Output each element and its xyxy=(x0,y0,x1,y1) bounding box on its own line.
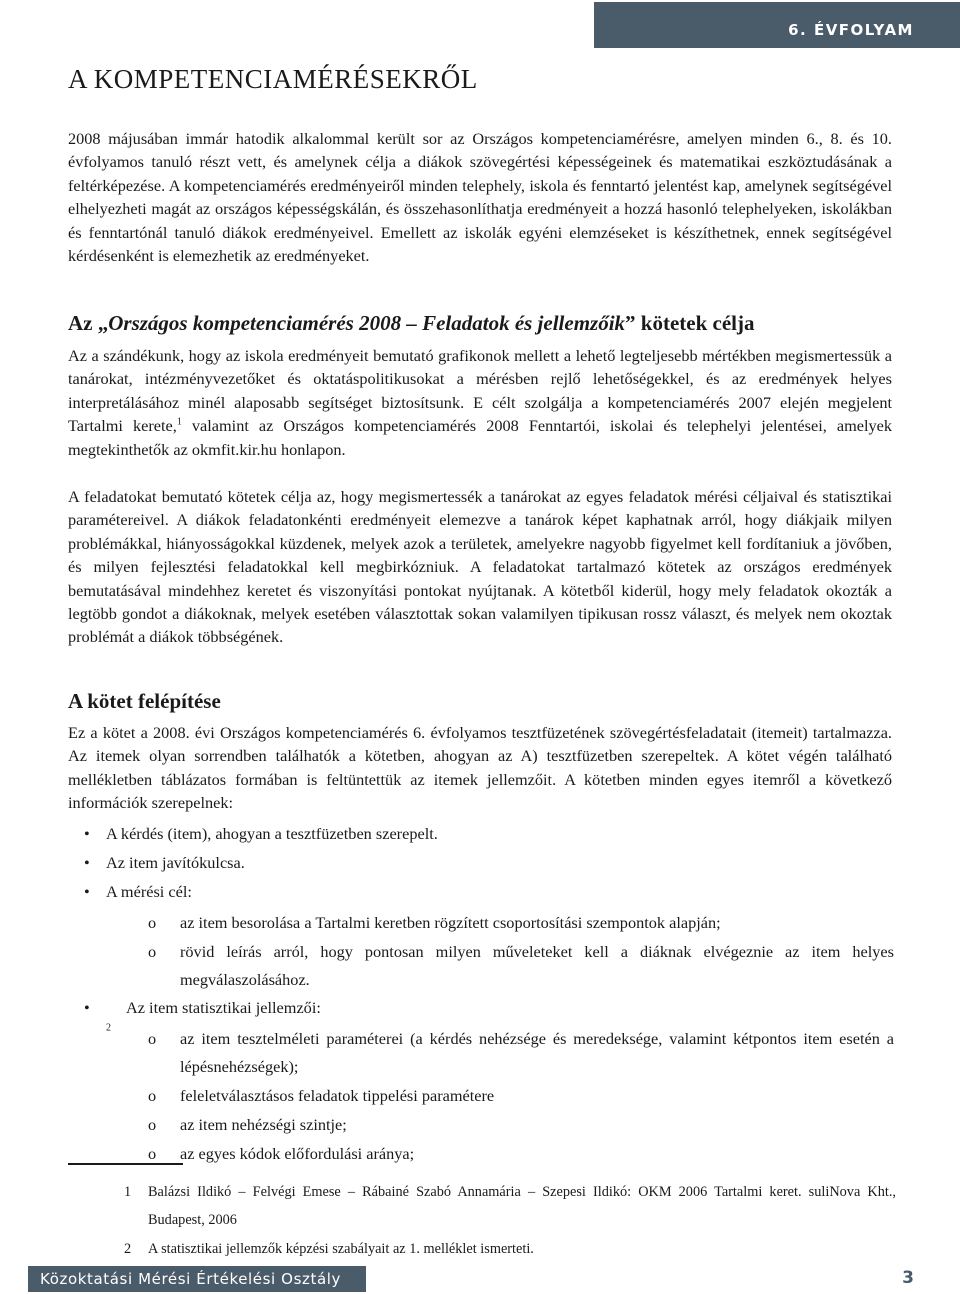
sub-list-item xyxy=(148,1082,894,1110)
list-item-text: • A mérési cél: xyxy=(106,882,192,901)
sub-bullet-marker: o xyxy=(148,942,157,961)
heading-prefix: Az „ xyxy=(68,311,109,335)
footer-org: Közoktatási Mérési Értékelési Osztály xyxy=(40,1270,341,1288)
list-item xyxy=(86,880,894,904)
purpose-text-a: Az a szándékunk, hogy az iskola eredményeit bemutató grafikonok mellett a lehető legteljesebb mértékben megismertessük a tanárokat, intézményvezetőket és oktatáspolitikusokat a mérésben rejlő lehetőségekkel, és az eredmények helyes interpretálásához minél alaposabb segítséget biztosítsunk. E célt szolgálja a kompetenciamérés 2007 elején megjelent Tartalmi kerete, xyxy=(68,346,892,436)
list-item xyxy=(86,822,894,846)
footnote xyxy=(124,1235,896,1263)
sub-bullet-marker: o xyxy=(148,1086,157,1105)
sub-list-item-text: az item nehézségi szintje; xyxy=(180,1115,347,1134)
sub-list-item xyxy=(148,909,894,937)
sub-list-item xyxy=(148,1111,894,1139)
footnote-number: 2 xyxy=(124,1241,132,1257)
sub-list-item-text: feleletválasztásos feladatok tippelési paramétere xyxy=(180,1086,495,1105)
sub-bullet-marker: o xyxy=(148,1144,157,1163)
sub-bullet-marker: o xyxy=(148,913,157,932)
footnote-number: 1 xyxy=(124,1184,132,1200)
sub-list-item-text: az item tesztelméleti paraméterei (a kérdés nehézsége és meredeksége, valamint kétpontos item esetén a lépésnehézségek); xyxy=(180,1029,894,1076)
grade-tab xyxy=(594,2,960,48)
footnote-text: A statisztikai jellemzők képzési szabályait az 1. melléklet ismerteti. xyxy=(148,1241,534,1257)
page-number: 3 xyxy=(902,1268,914,1288)
section-heading-purpose xyxy=(68,309,755,337)
sub-bullet-marker: o xyxy=(148,1115,157,1134)
sub-list-item-text: az egyes kódok előfordulási aránya; xyxy=(180,1144,415,1163)
footnote-divider xyxy=(68,1163,183,1165)
footnote-ref-1: 1 xyxy=(176,416,182,428)
footnote-text: Balázsi Ildikó – Felvégi Emese – Rábainé Szabó Annamária – Szepesi Ildikó: OKM 2006 Tartalmi keret. suliNova Kht., Budapest, 2006 xyxy=(148,1184,896,1228)
purpose-text-b: valamint az Országos kompetenciamérés 2008 Fenntartói, iskolai és telephelyi jelentései, amelyek megtekinthetők az okmfit.kir.hu honlapon. xyxy=(68,416,892,459)
heading-suffix: ” kötetek célja xyxy=(625,311,755,335)
purpose-paragraph-1 xyxy=(68,344,892,461)
section-heading-structure: A kötet felépítése xyxy=(68,689,221,713)
structure-paragraph: Ez a kötet a 2008. évi Országos kompetenciamérés 6. évfolyamos tesztfüzetének szövegértésfeladatait (itemeit) tartalmazza. Az itemek olyan sorrendben találhatók a kötetben, ahogyan az A) tesztfüzetben szerepeltek. A kötet végén található mellékletben táblázatos formában is feltüntettük az itemek jellemzőit. A kötetben minden egyes itemről a következő információk szerepelnek: xyxy=(68,723,892,813)
footnote-ref-2: 2 xyxy=(106,1022,111,1034)
sub-list-item xyxy=(148,938,894,993)
sub-bullet-marker: o xyxy=(148,1029,157,1048)
page-title: A KOMPETENCIAMÉRÉSEKRŐL xyxy=(68,64,478,94)
sub-list-item xyxy=(148,1025,894,1080)
list-item-text: • A kérdés (item), ahogyan a tesztfüzetben szerepelt. xyxy=(106,824,438,843)
purpose-paragraph-2: A feladatokat bemutató kötetek célja az, hogy megismertessék a tanárokat az egyes feladatok mérési céljaival és statisztikai paramétereivel. A diákok feladatonkénti eredményeit elemezve a tanárok képet kaphatnak arról, hogy diákjaik milyen problémákkal, hiányosságokkal küzdenek, melyek azok a területek, amelyekre nagyobb figyelmet kell fordítaniuk a jövőben, és milyen fejlesztési feladatokkal kell megbirkózniuk. A feladatokat tartalmazó kötetek az országos eredmények bemutatásával mindehhez keretet és viszonyítási pontokat nyújtanak. A kötetből kiderül, hogy mely feladatok okozták a legtöbb gondot a diákoknak, melyek esetében választottak sokan valamilyen tipikusan rossz választ, és melyek nem okoztak problémát a diákok többségének. xyxy=(68,487,892,647)
list-item xyxy=(86,851,894,875)
sub-list-item-text: rövid leírás arról, hogy pontosan milyen műveleteket kell a diáknak elvégeznie az item helyes megválaszolásához. xyxy=(180,942,894,989)
footer-org-bar xyxy=(28,1266,366,1292)
list-item-text: • Az item javítókulcsa. xyxy=(106,853,245,872)
heading-italic-title: Országos kompetenciamérés 2008 – Feladatok és jellemzőik xyxy=(108,311,626,335)
grade-label: 6. ÉVFOLYAM xyxy=(788,21,914,39)
list-item-label: • Az item statisztikai jellemzői: xyxy=(126,998,321,1017)
footnote xyxy=(124,1178,896,1234)
intro-paragraph: 2008 májusában immár hatodik alkalommal került sor az Országos kompetenciamérésre, amelyen minden 6., 8. és 10. évfolyamos tanuló részt vett, és amelynek célja a diákok szövegértési képességeinek és matematikai eszköztudásának a feltérképezése. A kompetenciamérés eredményeiről minden telephely, iskola és fenntartó jelentést kap, amelynek segítségével elhelyezheti magát az országos képességskálán, és összehasonlíthatja eredményeit a hozzá hasonló telephelyeken, iskolákban és fenntartónál tanuló diákok eredményeivel. Emellett az iskolák egyéni elemzéseket is készíthetnek, ennek segítségével kérdésenként is elemezhetik az eredményeket. xyxy=(68,129,892,266)
sub-list-item xyxy=(148,1140,894,1168)
sub-list-item-text: az item besorolása a Tartalmi keretben rögzített csoportosítási szempontok alapján; xyxy=(180,913,721,932)
